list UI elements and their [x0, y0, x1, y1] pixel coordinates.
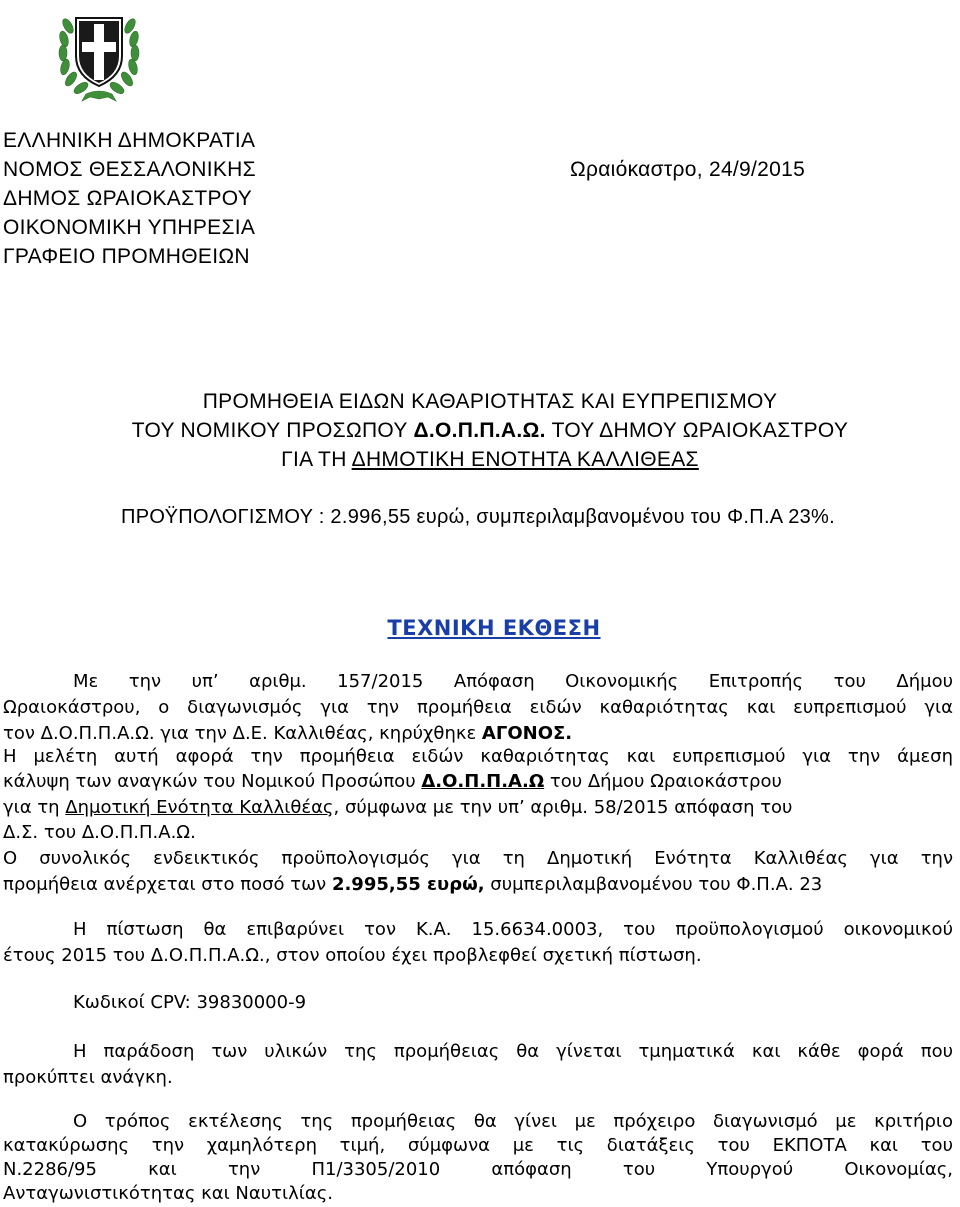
paragraph-6-line-4: Ανταγωνιστικότητας και Ναυτιλίας.	[3, 1183, 333, 1204]
paragraph-5-line-2: προκύπτει ανάγκη.	[3, 1067, 173, 1088]
paragraph-4-line-1: Η πίστωση θα επιβαρύνει τον Κ.Α. 15.6634.0003, του προϋπολογισμού οικονομικού	[73, 919, 953, 940]
subject-line-1: ΠΡΟΜΗΘΕΙΑ ΕΙΔΩΝ ΚΑΘΑΡΙΟΤΗΤΑΣ ΚΑΙ ΕΥΠΡΕΠΙΣΜΟΥ	[202, 390, 778, 413]
subject-line-3: ΓΙΑ ΤΗ ΔΗΜΟΤΙΚΗ ΕΝΟΤΗΤΑ ΚΑΛΛΙΘΕΑΣ	[281, 448, 699, 471]
greek-state-emblem	[56, 4, 142, 102]
paragraph-6-line-1: Ο τρόπος εκτέλεσης της προμήθειας θα γίνει με πρόχειρο διαγωνισμό με κριτήριο	[73, 1111, 953, 1132]
header-line-republic: ΕΛΛΗΝΙΚΗ ΔΗΜΟΚΡΑΤΙΑ	[3, 129, 256, 152]
budget-line: ΠΡΟΫΠΟΛΟΓΙΣΜΟΥ : 2.996,55 ευρώ, συμπεριλαμβανομένου του Φ.Π.Α 23%.	[121, 506, 835, 528]
paragraph-1-line-1: Με την υπ’ αριθμ. 157/2015 Απόφαση Οικονομικής Επιτροπής του Δήμου	[73, 671, 953, 692]
header-line-service: ΟΙΚΟΝΟΜΙΚΗ ΥΠΗΡΕΣΙΑ	[3, 216, 256, 239]
header-line-municipality: ΔΗΜΟΣ ΩΡΑΙΟΚΑΣΤΡΟΥ	[3, 187, 253, 210]
paragraph-3-line-1: Ο συνολικός ενδεικτικός προϋπολογισμός για τη Δημοτική Ενότητα Καλλιθέας για την	[3, 848, 953, 869]
place-date: Ωραιόκαστρο, 24/9/2015	[570, 158, 806, 181]
paragraph-6-line-2: κατακύρωσης την χαμηλότερη τιμή, σύμφωνα με τις διατάξεις του ΕΚΠΟΤΑ και του	[3, 1135, 953, 1156]
paragraph-2-line-3: για τη Δημοτική Ενότητα Καλλιθέας, σύμφωνα με την υπ’ αριθμ. 58/2015 απόφαση του	[3, 797, 793, 818]
paragraph-3-line-2: προμήθεια ανέρχεται στο ποσό των 2.995,55 ευρώ, συμπεριλαμβανομένου του Φ.Π.Α. 23	[3, 874, 823, 895]
paragraph-2-line-4: Δ.Σ. του Δ.Ο.Π.Π.Α.Ω.	[3, 822, 196, 843]
paragraph-2-line-2: κάλυψη των αναγκών του Νομικού Προσώπου Δ.Ο.Π.Π.Α.Ω του Δήμου Ωραιοκάστρου	[3, 771, 782, 792]
subject-line-2: ΤΟΥ ΝΟΜΙΚΟΥ ΠΡΟΣΩΠΟΥ Δ.Ο.Π.Π.Α.Ω. ΤΟΥ ΔΗΜΟΥ ΩΡΑΙΟΚΑΣΤΡΟΥ	[131, 419, 849, 442]
document-title: ΤΕΧΝΙΚΗ ΕΚΘΕΣΗ	[387, 616, 601, 640]
paragraph-2-line-1: Η μελέτη αυτή αφορά την προμήθεια ειδών καθαριότητας και ευπρεπισμού για την άμεση	[3, 746, 953, 767]
paragraph-6-line-3: Ν.2286/95 και την Π1/3305/2010 απόφαση του Υπουργού Οικονομίας,	[3, 1159, 953, 1180]
paragraph-1-line-2: Ωραιοκάστρου, ο διαγωνισμός για την προμήθεια ειδών καθαριότητας και ευπρεπισμού για	[3, 697, 953, 718]
paragraph-5-line-1: Η παράδοση των υλικών της προμήθειας θα γίνεται τμηματικά και κάθε φορά που	[73, 1041, 953, 1062]
header-line-prefecture: ΝΟΜΟΣ ΘΕΣΣΑΛΟΝΙΚΗΣ	[3, 158, 256, 181]
cpv-codes: Κωδικοί CPV: 39830000-9	[73, 992, 307, 1013]
header-line-office: ΓΡΑΦΕΙΟ ΠΡΟΜΗΘΕΙΩΝ	[3, 245, 250, 268]
paragraph-1-line-3: τον Δ.Ο.Π.Π.Α.Ω. για την Δ.Ε. Καλλιθέας, κηρύχθηκε ΑΓΟΝΟΣ.	[3, 723, 573, 744]
paragraph-4-line-2: έτους 2015 του Δ.Ο.Π.Π.Α.Ω., στον οποίου έχει προβλεφθεί σχετική πίστωση.	[3, 945, 702, 966]
